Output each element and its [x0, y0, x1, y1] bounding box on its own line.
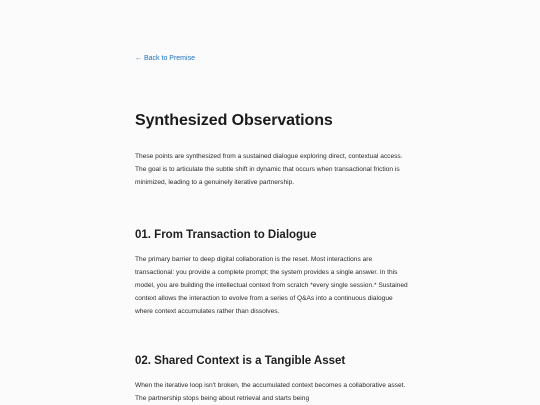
back-arrow-icon: ← [135, 55, 142, 62]
section-heading-transaction-to-dialogue: 01. From Transaction to Dialogue [135, 229, 317, 241]
back-to-premise-link[interactable] [135, 55, 195, 62]
page-title: Synthesized Observations [135, 112, 333, 129]
section-body-transaction-to-dialogue: The primary barrier to deep digital collaboration is the reset. Most interactions are transactional: you provide a complete prompt; the system provides a single answer. In this model, you are building the intellectual context from scratch *every single session.* Sustained context allows the interaction to evolve from a series of Q&As into a continuous dialogue where context accumulates rather than dissolves. [135, 256, 408, 315]
intro-paragraph: These points are synthesized from a sustained dialogue exploring direct, contextual access. The goal is to articulate the subtle shift in dynamic that occurs when transactional friction is minimized, leading to a genuinely iterative partnership. [135, 153, 403, 186]
back-link-label: Back to Premise [144, 55, 195, 62]
section-heading-shared-context: 02. Shared Context is a Tangible Asset [135, 355, 346, 367]
section-body-shared-context: When the iterative loop isn't broken, the accumulated context becomes a collaborative asset. The partnership stops being about retrieval and starts being [135, 382, 406, 402]
